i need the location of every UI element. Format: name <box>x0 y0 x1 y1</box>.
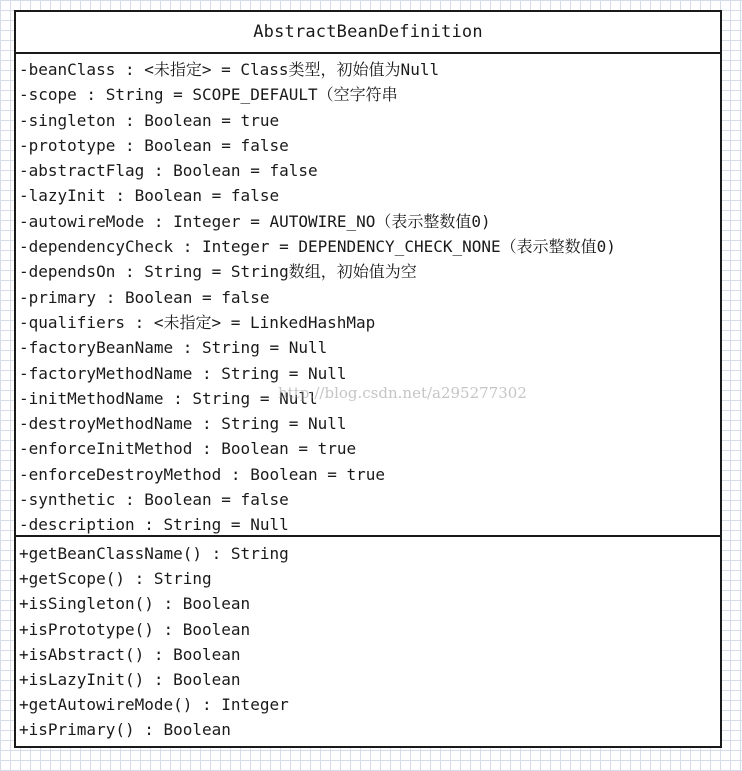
operations-compartment <box>16 537 720 743</box>
operation-row: +isAbstract() : Boolean <box>19 644 241 664</box>
uml-class-box <box>14 10 722 748</box>
watermark-text: http://blog.csdn.net/a295277302 <box>278 384 527 402</box>
attribute-row: -dependsOn : String = String数组，初始值为空 <box>19 262 417 282</box>
attribute-row: -scope : String = SCOPE_DEFAULT（空字符串 <box>19 85 398 105</box>
class-name: AbstractBeanDefinition <box>253 22 483 42</box>
attribute-row: -factoryMethodName : String = Null <box>19 363 347 383</box>
attribute-row: -singleton : Boolean = true <box>19 110 280 130</box>
attribute-row: -dependencyCheck : Integer = DEPENDENCY_CHECK_NONE（表示整数值0) <box>19 237 616 257</box>
attribute-row: -primary : Boolean = false <box>19 287 270 307</box>
attribute-row: -lazyInit : Boolean = false <box>19 186 280 206</box>
attribute-row: -initMethodName : String = Null <box>19 388 318 408</box>
attribute-row: -autowireMode : Integer = AUTOWIRE_NO（表示整数值0) <box>19 211 491 231</box>
attribute-row: -synthetic : Boolean = false <box>19 490 289 510</box>
attribute-row: -abstractFlag : Boolean = false <box>19 161 318 181</box>
class-name-header <box>16 12 720 54</box>
operation-row: +isPrototype() : Boolean <box>19 619 251 639</box>
attribute-row: -prototype : Boolean = false <box>19 135 289 155</box>
attribute-row: -enforceDestroyMethod : Boolean = true <box>19 464 386 484</box>
operation-row: +getAutowireMode() : Integer <box>19 695 289 715</box>
attribute-row: -destroyMethodName : String = Null <box>19 414 347 434</box>
attributes-compartment <box>16 54 720 537</box>
operation-row: +isLazyInit() : Boolean <box>19 669 241 689</box>
attribute-row: -enforceInitMethod : Boolean = true <box>19 439 357 459</box>
operation-row: +isPrimary() : Boolean <box>19 720 231 740</box>
operation-row: +isSingleton() : Boolean <box>19 594 251 614</box>
operation-row: +getBeanClassName() : String <box>19 544 289 563</box>
attribute-row: -qualifiers : <未指定> = LinkedHashMap <box>19 312 376 332</box>
operation-row: +getScope() : String <box>19 569 212 589</box>
attribute-row: -factoryBeanName : String = Null <box>19 338 328 358</box>
attribute-row: -description : String = Null <box>19 515 289 535</box>
attribute-row: -beanClass : <未指定> = Class类型，初始值为Null <box>19 60 440 79</box>
